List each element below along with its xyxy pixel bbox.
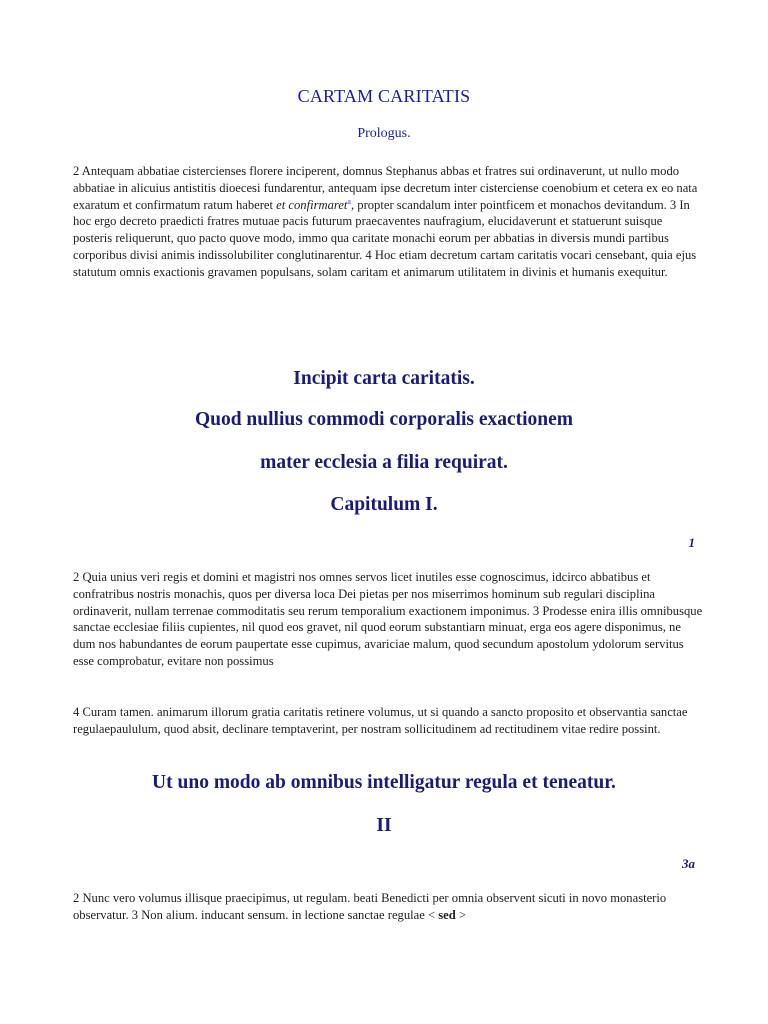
heading-mater-ecclesia: mater ecclesia a filia requirat. [260, 452, 508, 473]
bold-sed: sed [438, 907, 456, 922]
chapter1-paragraph-1: 2 Quia unius veri regis et domini et magistri nos omnes servos licet inutiles esse cognoscimus, idcirco abbatibus et confratribus nostris monachis, quos per diversa loca Dei pietas per nos miserrimos hominum sub regulari disciplina ordinaverit, nullam terrenae commoditatis seu rerum temporalium exactionem imponimus. 3 Prodesse enira illis omnibusque sanctae ecclesiae filiis cupientes, nil quod eos gravet, nil quod eorum substantiarn minuat, erga eos agere disponimus, ne dum nos habundantes de eorum paupertate esse cupimus, avariciae malum, quod secundum apostolum ydolorum servitus esse comprobatur, evitare non possimus [73, 570, 703, 668]
chapter1-paragraph-2: 4 Curam tamen. animarum illorum gratia caritatis retinere volumus, ut si quando a sancto proposito et observantia sanctae regulaepaululum, quod absit, declinare temptaverint, per nostram sollicitudinem ad rectitudinem vitae redire possint. [73, 705, 688, 736]
prologue-italic: et confirmaret [276, 197, 348, 212]
heading-ut-uno-modo: Ut uno modo ab omnibus intelligatur regula et teneatur. [152, 772, 616, 793]
chapter2-text: 2 Nunc vero volumus illisque praecipimus, ut regulam. beati Benedicti per omnia observent sicuti in novo monasterio observatur. 3 Non alium. inducant sensum. in lectione sanctae regulae < [73, 891, 667, 922]
prologue-text-1: 2 Antequam abbatiae cistercienses florere inciperent, domnus Stephanus abbas et fratres sui ordinaverunt, ut nullo modo abbatiae in alicuius antistitis dioecesi fundarentur, antequam ipse decretum inter cisterciense coenobium et cetera ex eo nata exaratum et confirmatum ratum haberet [73, 164, 698, 212]
prologue-heading: Prologus. [357, 126, 411, 141]
document-title: CARTAM CARITATIS [297, 86, 471, 106]
heading-capitulum: Capitulum I. [330, 494, 438, 515]
heading-incipit: Incipit carta caritatis. [293, 368, 475, 389]
chapter2-paragraph-1 [73, 890, 703, 924]
footnote-link[interactable]: a [347, 196, 351, 206]
section-marker-1: 1 [688, 535, 695, 550]
section-marker-3a: 3a [682, 856, 695, 871]
chapter2-text-end: > [455, 907, 466, 922]
prologue-paragraph [73, 163, 703, 281]
heading-chapter-ii: II [376, 815, 392, 836]
heading-quod-nullius: Quod nullius commodi corporalis exactionem [194, 409, 574, 430]
prologue-text-2: , propter scandalum inter pointficem et monachos devitandum. 3 In hoc ergo decreto praedicti fratres mutuae pacis futurum praecaventes naufragium, elucidaverunt et statuerunt suisque posteris reliquerunt, quo pacto quove modo, immo qua caritate monachi eorum per abbatias in diversis mundi partibus corporibus divisi animis indissolubiliter conglutinarentur. 4 Hoc etiam decretum cartam caritatis vocari censebant, quia ejus statutum omnis exactionis gravamen populsans, solam caritam et animarum utilitatem in divinis et humanis exequitur. [73, 197, 697, 279]
